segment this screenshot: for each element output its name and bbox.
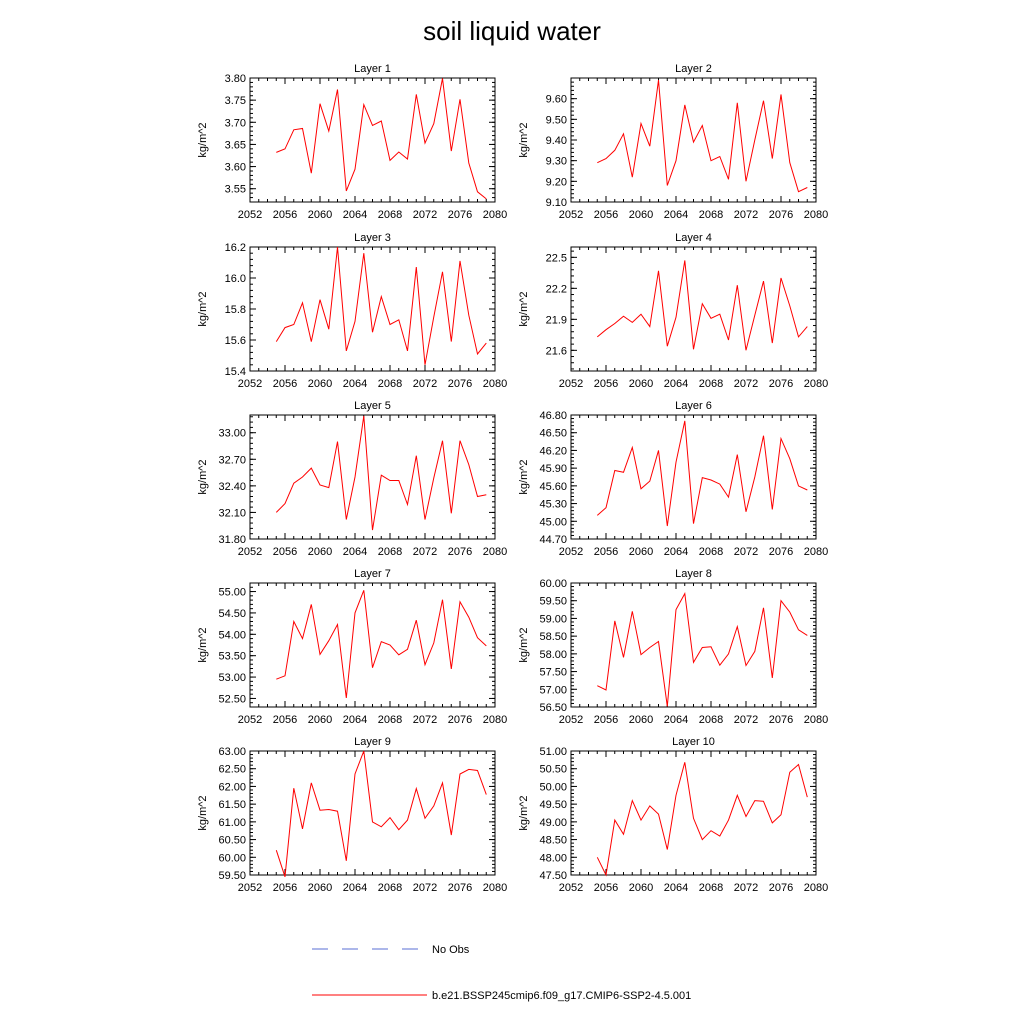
panel-layer-6-xtick-label: 2068 <box>698 546 724 558</box>
panel-layer-10-xtick-label: 2064 <box>663 882 689 894</box>
panel-layer-6-xtick-label: 2080 <box>803 546 829 558</box>
panel-layer-3-ylabel: kg/m^2 <box>197 291 209 327</box>
panel-layer-1-ytick-label: 3.70 <box>224 117 246 130</box>
panel-layer-10-xtick-label: 2080 <box>803 882 829 894</box>
panel-layer-6-ylabel: kg/m^2 <box>518 459 530 495</box>
panel-layer-1-xtick-label: 2072 <box>412 209 438 221</box>
panel-layer-7 <box>197 568 507 726</box>
panel-layer-1-ylabel: kg/m^2 <box>197 122 209 158</box>
panel-layer-3-ytick-label: 15.6 <box>224 335 246 347</box>
panel-layer-4-xtick-label: 2060 <box>628 378 654 390</box>
panel-layer-7-ytick-label: 53.50 <box>218 650 246 663</box>
legend <box>312 944 691 1002</box>
panel-layer-7-xtick-label: 2068 <box>377 714 403 726</box>
panel-layer-7-ytick-label: 54.00 <box>218 629 246 642</box>
panel-layer-4-xtick-label: 2064 <box>663 378 689 390</box>
panel-layer-4-xtick-label: 2052 <box>558 378 584 390</box>
panel-layer-3-xtick-label: 2060 <box>307 378 333 390</box>
panel-layer-7-xtick-label: 2072 <box>412 714 438 726</box>
panel-layer-10-ytick-label: 47.50 <box>539 870 567 882</box>
panel-layer-3-xtick-label: 2080 <box>482 378 508 390</box>
panel-layer-5-ylabel: kg/m^2 <box>197 459 209 495</box>
panel-layer-10-ytick-label: 48.50 <box>539 834 567 847</box>
panel-layer-9-xtick-label: 2072 <box>412 882 438 894</box>
legend-model-label: b.e21.BSSP245cmip6.f09_g17.CMIP6-SSP2-4.5.001 <box>432 990 692 1002</box>
panel-layer-6-xtick-label: 2060 <box>628 546 654 558</box>
panel-layer-3 <box>197 232 507 390</box>
panel-layer-5-xtick-label: 2080 <box>482 546 508 558</box>
panel-layer-10-ylabel: kg/m^2 <box>518 795 530 831</box>
panel-layer-7-title: Layer 7 <box>354 568 391 580</box>
panel-layer-9-xtick-label: 2080 <box>482 882 508 894</box>
panel-layer-3-ytick-label: 15.8 <box>224 304 246 316</box>
panel-layer-2-series-line <box>597 80 807 192</box>
legend-no-obs-label: No Obs <box>432 944 470 956</box>
panel-layer-2-ytick-label: 9.40 <box>545 135 567 147</box>
panel-layer-2-xtick-label: 2052 <box>558 209 584 221</box>
panel-layer-2-ytick-label: 9.50 <box>545 114 567 127</box>
panel-layer-6-ytick-label: 45.30 <box>539 498 567 511</box>
panel-layer-8-xtick-label: 2064 <box>663 714 689 726</box>
panel-layer-8-xtick-label: 2052 <box>558 714 584 726</box>
panel-layer-1-xtick-label: 2056 <box>272 209 298 221</box>
panel-layer-9-ytick-label: 63.00 <box>218 746 246 758</box>
panels-group <box>197 63 828 894</box>
panel-layer-4-ytick-label: 21.6 <box>545 345 567 358</box>
panel-layer-10-xtick-label: 2076 <box>768 882 794 894</box>
panel-layer-2-ytick-label: 9.10 <box>545 197 567 209</box>
panel-layer-10-xtick-label: 2068 <box>698 882 724 894</box>
panel-layer-10-series-line <box>597 762 807 875</box>
panel-layer-5-title: Layer 5 <box>354 400 391 412</box>
panel-layer-2-ytick-label: 9.30 <box>545 155 567 168</box>
panel-layer-5-xtick-label: 2072 <box>412 546 438 558</box>
panel-layer-10-xtick-label: 2056 <box>593 882 619 894</box>
panel-layer-6 <box>518 400 828 558</box>
panel-layer-9-xtick-label: 2064 <box>342 882 368 894</box>
panel-layer-6-xtick-label: 2072 <box>733 546 759 558</box>
panel-layer-8-xtick-label: 2080 <box>803 714 829 726</box>
panel-layer-8-frame <box>571 583 816 707</box>
panel-layer-7-ytick-label: 53.00 <box>218 672 246 685</box>
panel-layer-2-ylabel: kg/m^2 <box>518 122 530 158</box>
panel-layer-7-frame <box>250 583 495 707</box>
panel-layer-4-ytick-label: 21.9 <box>545 314 567 327</box>
panel-layer-8-xtick-label: 2056 <box>593 714 619 726</box>
panel-layer-4-xtick-label: 2072 <box>733 378 759 390</box>
panel-layer-1-xtick-label: 2080 <box>482 209 508 221</box>
panel-layer-10-xtick-label: 2052 <box>558 882 584 894</box>
panel-layer-9-ytick-label: 62.00 <box>218 781 246 794</box>
panel-layer-5-xtick-label: 2056 <box>272 546 298 558</box>
panel-layer-7-xtick-label: 2060 <box>307 714 333 726</box>
panel-layer-9-ylabel: kg/m^2 <box>197 795 209 831</box>
panel-layer-7-ylabel: kg/m^2 <box>197 627 209 663</box>
panel-layer-7-xtick-label: 2052 <box>237 714 263 726</box>
panel-layer-1-xtick-label: 2052 <box>237 209 263 221</box>
panel-layer-5 <box>197 400 507 558</box>
panel-layer-1 <box>197 63 507 221</box>
panel-layer-3-xtick-label: 2072 <box>412 378 438 390</box>
panel-layer-4-frame <box>571 247 816 371</box>
panel-layer-2-xtick-label: 2072 <box>733 209 759 221</box>
panel-layer-8-ytick-label: 59.50 <box>539 595 567 608</box>
panel-layer-10-xtick-label: 2060 <box>628 882 654 894</box>
panel-layer-4-xtick-label: 2056 <box>593 378 619 390</box>
panel-layer-9-ytick-label: 59.50 <box>218 870 246 882</box>
panel-layer-8-series-line <box>597 594 807 707</box>
panel-layer-1-xtick-label: 2068 <box>377 209 403 221</box>
panel-layer-7-xtick-label: 2056 <box>272 714 298 726</box>
panel-layer-8-ytick-label: 58.00 <box>539 648 567 661</box>
panel-layer-8-ytick-label: 59.00 <box>539 613 567 626</box>
panel-layer-7-ytick-label: 52.50 <box>218 693 246 706</box>
panel-layer-5-xtick-label: 2052 <box>237 546 263 558</box>
panel-layer-3-xtick-label: 2064 <box>342 378 368 390</box>
panel-layer-3-ytick-label: 15.4 <box>224 366 246 378</box>
panel-layer-10-ytick-label: 49.50 <box>539 799 567 812</box>
panel-layer-9 <box>197 736 507 894</box>
panel-layer-8-xtick-label: 2060 <box>628 714 654 726</box>
panel-layer-1-ytick-label: 3.80 <box>224 73 246 85</box>
panel-layer-8-ylabel: kg/m^2 <box>518 627 530 663</box>
panel-layer-5-frame <box>250 415 495 539</box>
panel-layer-1-ytick-label: 3.60 <box>224 161 246 174</box>
panel-layer-1-xtick-label: 2076 <box>447 209 473 221</box>
panel-layer-6-ytick-label: 45.90 <box>539 463 567 476</box>
panel-layer-2-xtick-label: 2080 <box>803 209 829 221</box>
panel-layer-1-ytick-label: 3.75 <box>224 95 246 108</box>
panel-layer-2-xtick-label: 2064 <box>663 209 689 221</box>
panel-layer-2-ytick-label: 9.20 <box>545 176 567 189</box>
panel-layer-8-xtick-label: 2068 <box>698 714 724 726</box>
panel-layer-5-xtick-label: 2068 <box>377 546 403 558</box>
panel-layer-6-title: Layer 6 <box>675 400 712 412</box>
panel-layer-4-title: Layer 4 <box>675 232 712 244</box>
panel-layer-5-series-line <box>276 416 486 530</box>
panel-layer-7-xtick-label: 2080 <box>482 714 508 726</box>
panel-layer-5-ytick-label: 32.40 <box>218 480 246 493</box>
panel-layer-6-ytick-label: 46.50 <box>539 427 567 440</box>
panel-layer-9-xtick-label: 2060 <box>307 882 333 894</box>
panel-layer-8-xtick-label: 2072 <box>733 714 759 726</box>
panel-layer-3-xtick-label: 2076 <box>447 378 473 390</box>
panel-layer-7-xtick-label: 2076 <box>447 714 473 726</box>
panel-layer-10 <box>518 736 828 894</box>
panel-layer-10-xtick-label: 2072 <box>733 882 759 894</box>
panel-layer-9-xtick-label: 2076 <box>447 882 473 894</box>
panel-layer-10-ytick-label: 50.00 <box>539 781 567 794</box>
panel-layer-10-ytick-label: 48.00 <box>539 852 567 865</box>
panel-layer-9-ytick-label: 62.50 <box>218 763 246 776</box>
panel-layer-3-xtick-label: 2068 <box>377 378 403 390</box>
panel-layer-3-series-line <box>276 247 486 365</box>
panel-layer-4-xtick-label: 2068 <box>698 378 724 390</box>
panel-layer-9-xtick-label: 2068 <box>377 882 403 894</box>
panel-layer-4-ylabel: kg/m^2 <box>518 291 530 327</box>
panel-layer-5-xtick-label: 2060 <box>307 546 333 558</box>
panel-layer-3-xtick-label: 2056 <box>272 378 298 390</box>
panel-layer-1-xtick-label: 2064 <box>342 209 368 221</box>
panel-layer-6-xtick-label: 2064 <box>663 546 689 558</box>
panel-layer-5-xtick-label: 2064 <box>342 546 368 558</box>
panel-layer-2-xtick-label: 2056 <box>593 209 619 221</box>
panel-layer-9-series-line <box>276 751 486 877</box>
panel-layer-10-frame <box>571 751 816 875</box>
panel-layer-6-ytick-label: 46.20 <box>539 445 567 458</box>
panel-layer-6-ytick-label: 46.80 <box>539 410 567 422</box>
panel-layer-7-series-line <box>276 590 486 698</box>
panel-layer-8 <box>518 568 828 726</box>
panel-layer-2 <box>518 63 828 221</box>
panel-layer-3-frame <box>250 247 495 371</box>
panel-layer-10-ytick-label: 51.00 <box>539 746 567 758</box>
panel-layer-10-ytick-label: 49.00 <box>539 816 567 829</box>
panel-layer-8-ytick-label: 57.50 <box>539 666 567 679</box>
panel-layer-6-xtick-label: 2052 <box>558 546 584 558</box>
panel-layer-6-ytick-label: 45.00 <box>539 516 567 529</box>
panel-layer-6-xtick-label: 2056 <box>593 546 619 558</box>
panel-layer-8-ytick-label: 60.00 <box>539 578 567 590</box>
panel-layer-1-series-line <box>276 78 486 198</box>
panel-layer-8-ytick-label: 56.50 <box>539 702 567 714</box>
panel-layer-5-ytick-label: 33.00 <box>218 427 246 440</box>
panel-layer-9-xtick-label: 2056 <box>272 882 298 894</box>
panel-layer-2-xtick-label: 2076 <box>768 209 794 221</box>
panel-layer-1-frame <box>250 78 495 202</box>
panel-layer-6-ytick-label: 45.60 <box>539 480 567 493</box>
panel-layer-10-title: Layer 10 <box>672 736 715 748</box>
panel-layer-7-ytick-label: 54.50 <box>218 607 246 620</box>
panel-layer-2-xtick-label: 2068 <box>698 209 724 221</box>
panel-layer-8-ytick-label: 57.00 <box>539 684 567 697</box>
panel-layer-5-ytick-label: 31.80 <box>218 534 246 546</box>
panel-layer-3-ytick-label: 16.2 <box>224 242 246 254</box>
panel-layer-4-ytick-label: 22.5 <box>545 252 567 265</box>
panel-layer-6-ytick-label: 44.70 <box>539 534 567 546</box>
panel-layer-3-title: Layer 3 <box>354 232 391 244</box>
panel-layer-9-ytick-label: 60.50 <box>218 834 246 847</box>
panel-layer-1-title: Layer 1 <box>354 63 391 75</box>
panel-layer-2-title: Layer 2 <box>675 63 712 75</box>
panel-layer-4-xtick-label: 2076 <box>768 378 794 390</box>
panel-layer-9-title: Layer 9 <box>354 736 391 748</box>
panel-layer-2-ytick-label: 9.60 <box>545 93 567 106</box>
panel-layer-2-xtick-label: 2060 <box>628 209 654 221</box>
panel-layer-6-series-line <box>597 421 807 526</box>
panel-layer-4 <box>518 232 828 390</box>
panel-layer-4-series-line <box>597 260 807 350</box>
panel-layer-9-ytick-label: 61.50 <box>218 799 246 812</box>
panel-layer-7-ytick-label: 55.00 <box>218 586 246 599</box>
panel-layer-4-ytick-label: 22.2 <box>545 283 567 296</box>
figure-title: soil liquid water <box>423 16 601 46</box>
panel-layer-5-ytick-label: 32.10 <box>218 507 246 520</box>
panel-layer-10-ytick-label: 50.50 <box>539 763 567 776</box>
panel-layer-4-xtick-label: 2080 <box>803 378 829 390</box>
panel-layer-8-xtick-label: 2076 <box>768 714 794 726</box>
panel-layer-3-ytick-label: 16.0 <box>224 273 246 285</box>
panel-layer-5-xtick-label: 2076 <box>447 546 473 558</box>
panel-layer-9-ytick-label: 61.00 <box>218 816 246 829</box>
panel-layer-7-xtick-label: 2064 <box>342 714 368 726</box>
panel-layer-9-xtick-label: 2052 <box>237 882 263 894</box>
panel-layer-1-ytick-label: 3.65 <box>224 139 246 152</box>
panel-layer-8-ytick-label: 58.50 <box>539 631 567 644</box>
panel-layer-3-xtick-label: 2052 <box>237 378 263 390</box>
panel-layer-8-title: Layer 8 <box>675 568 712 580</box>
panel-layer-1-ytick-label: 3.55 <box>224 183 246 196</box>
panel-layer-1-xtick-label: 2060 <box>307 209 333 221</box>
panel-layer-9-ytick-label: 60.00 <box>218 852 246 865</box>
panel-layer-6-xtick-label: 2076 <box>768 546 794 558</box>
panel-layer-5-ytick-label: 32.70 <box>218 454 246 467</box>
